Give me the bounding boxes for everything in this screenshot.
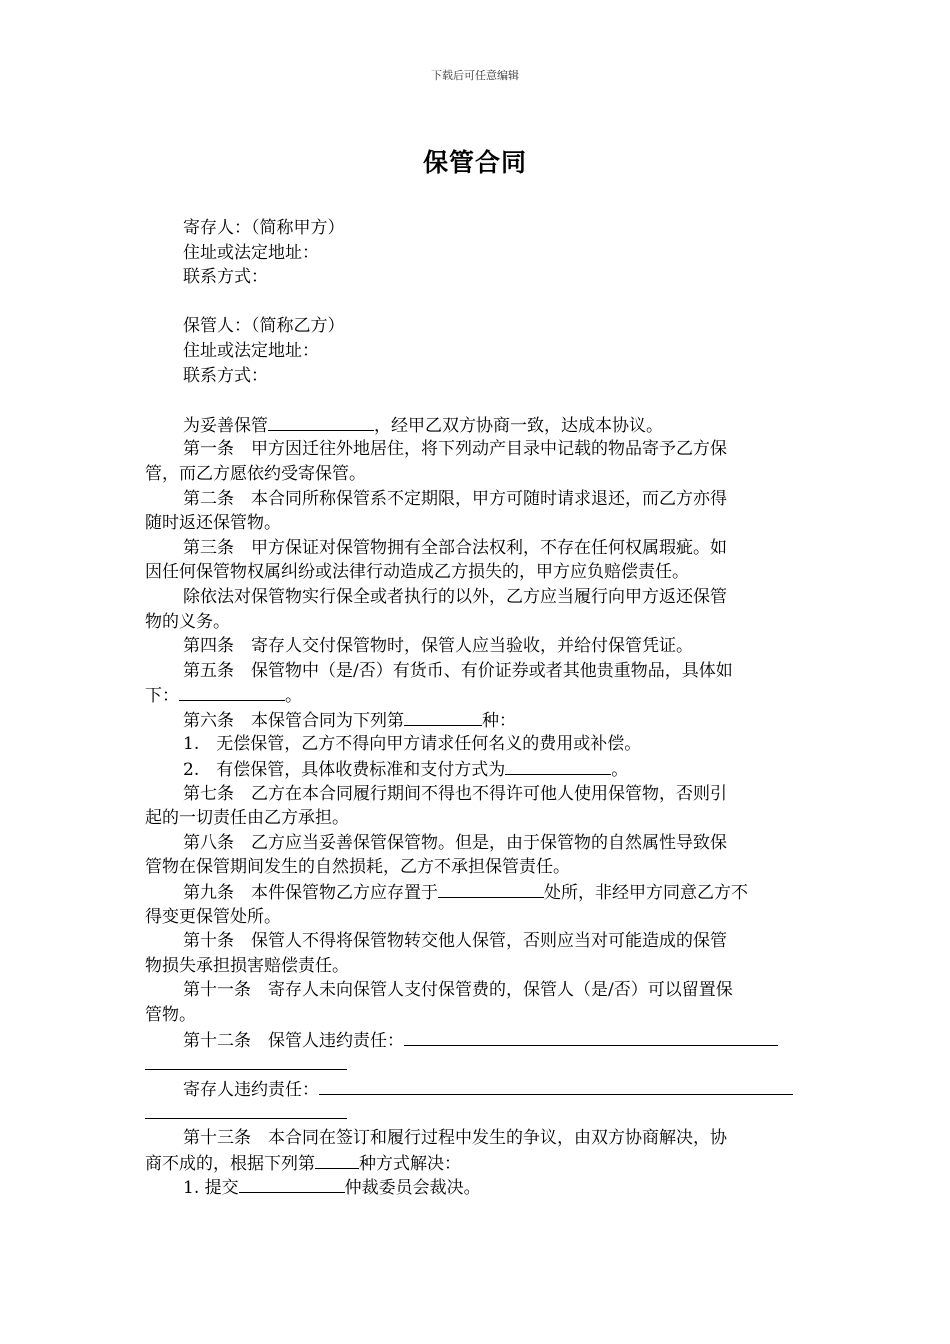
depositor-contact: 联系方式：	[183, 267, 268, 288]
article-12-line1-cont	[145, 1052, 805, 1077]
return-paragraph-line1: 除依法对保管物实行保全或者执行的以外，乙方应当履行向甲方返还保管	[183, 586, 727, 607]
article-9-line2: 得变更保管处所。	[145, 906, 281, 927]
option-2-post: 。	[611, 760, 629, 781]
article-13-option-1	[145, 1175, 805, 1200]
article-2-line1: 第二条 本合同所称保管系不定期限，甲方可随时请求退还，而乙方亦得	[183, 488, 727, 509]
article-10-line1: 第十条 保管人不得将保管物转交他人保管，否则应当对可能造成的保管	[183, 931, 727, 952]
custodian-liability-label: 第十二条 保管人违约责任：	[183, 1030, 404, 1051]
contract-body	[145, 216, 805, 1200]
article-1-line2: 管，而乙方愿依约受寄保管。	[145, 463, 366, 484]
depositor-liability-label: 寄存人违约责任：	[183, 1079, 319, 1100]
article-4: 第四条 寄存人交付保管物时，保管人应当验收，并给付保管凭证。	[183, 636, 693, 657]
article-13-line2	[145, 1151, 805, 1176]
article-7-line1: 第七条 乙方在本合同履行期间不得也不得许可他人使用保管物，否则引	[183, 783, 727, 804]
article-2-line2: 随时返还保管物。	[145, 513, 281, 534]
header-note: 下载后可任意编辑	[431, 69, 519, 82]
article-12-line1	[145, 1028, 805, 1053]
article-13-post: 种方式解决：	[359, 1153, 461, 1174]
depositor-address: 住址或法定地址：	[183, 242, 319, 263]
option-1-post: 仲裁委员会裁决。	[344, 1178, 481, 1199]
intro-paragraph	[145, 413, 805, 438]
blank-field	[268, 413, 374, 431]
blank-field	[404, 708, 482, 726]
article-6-pre: 第六条 本保管合同为下列第	[183, 710, 404, 731]
article-6-option-1: 1. 无偿保管，乙方不得向甲方请求任何名义的费用或补偿。	[183, 734, 642, 755]
document-title: 保管合同	[422, 148, 527, 177]
article-13-pre: 商不成的，根据下列第	[145, 1153, 315, 1174]
blank-field	[505, 757, 611, 775]
article-5-post: 。	[285, 686, 302, 707]
blank-field	[315, 1151, 359, 1169]
article-13-line1: 第十三条 本合同在签订和履行过程中发生的争议，由双方协商解决，协	[183, 1127, 727, 1148]
article-12-line2-cont	[145, 1101, 805, 1126]
depositor-label: 寄存人：（简称甲方）	[183, 218, 345, 238]
article-11-line2: 管物。	[145, 1005, 196, 1025]
article-6-post: 种：	[482, 710, 516, 731]
intro-post: ，经甲乙双方协商一致，达成本协议。	[374, 415, 663, 436]
intro-pre: 为妥善保管	[183, 415, 268, 436]
article-10-line2: 物损失承担损害赔偿责任。	[145, 955, 349, 976]
option-2-pre: 2. 有偿保管，具体收费标准和支付方式为	[183, 760, 506, 781]
return-paragraph-line2: 物的义务。	[145, 611, 230, 632]
article-12-line2	[145, 1077, 805, 1102]
custodian-label: 保管人：（简称乙方）	[183, 316, 345, 337]
blank-field	[179, 683, 285, 701]
article-3-line1: 第三条 甲方保证对保管物拥有全部合法权利，不存在任何权属瑕疵。如	[183, 537, 727, 558]
custodian-address: 住址或法定地址：	[183, 340, 319, 361]
article-9-line1	[145, 880, 805, 905]
custodian-contact: 联系方式：	[183, 365, 268, 386]
article-6	[145, 708, 805, 733]
article-5-pre: 下：	[145, 686, 179, 707]
article-9-pre: 第九条 本件保管物乙方应存置于	[183, 883, 438, 904]
article-1-line1: 第一条 甲方因迁往外地居住，将下列动产目录中记载的物品寄予乙方保	[183, 439, 727, 460]
article-8-line2: 管物在保管期间发生的自然损耗，乙方不承担保管责任。	[145, 857, 570, 878]
article-11-line1: 第十一条 寄存人未向保管人支付保管费的，保管人（是/否）可以留置保	[183, 980, 733, 1001]
article-8-line1: 第八条 乙方应当妥善保管保管物。但是，由于保管物的自然属性导致保	[183, 832, 727, 853]
blank-field	[239, 1175, 345, 1193]
blank-field	[438, 880, 544, 898]
article-3-line2: 因任何保管物权属纠纷或法律行动造成乙方损失的，甲方应负赔偿责任。	[145, 562, 689, 583]
article-5-line2	[145, 683, 805, 708]
article-9-post: 处所，非经甲方同意乙方不	[544, 883, 748, 904]
option-1-pre: 1. 提交	[183, 1178, 239, 1199]
blank-field	[145, 1101, 347, 1119]
blank-field	[404, 1028, 778, 1046]
blank-field	[319, 1077, 793, 1095]
article-5-line1: 第五条 保管物中（是/否）有货币、有价证券或者其他贵重物品，具体如	[183, 660, 733, 681]
article-6-option-2	[145, 757, 805, 782]
blank-field	[145, 1052, 347, 1070]
article-7-line2: 起的一切责任由乙方承担。	[145, 808, 349, 829]
